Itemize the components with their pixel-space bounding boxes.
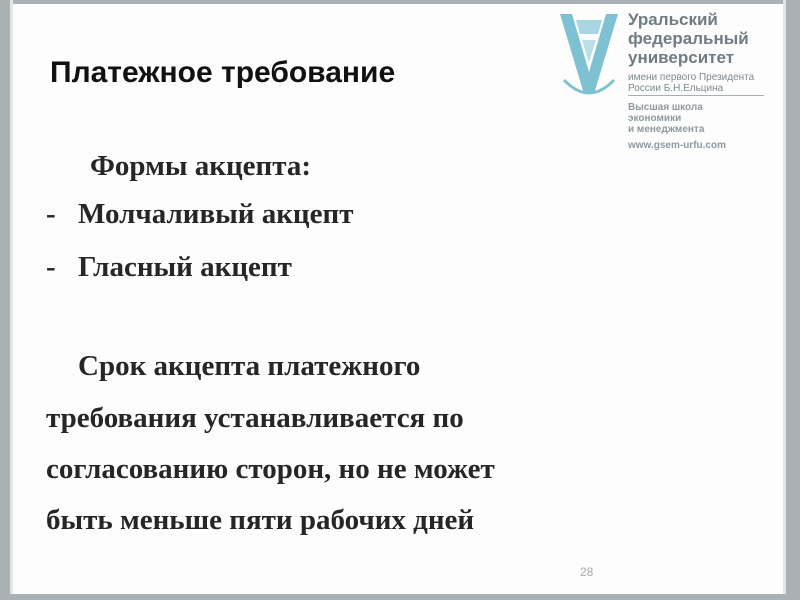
- logo-school-line: экономики: [628, 113, 682, 124]
- logo-school-line: Высшая школа: [628, 102, 703, 113]
- bullet-marker: -: [46, 198, 56, 230]
- paragraph-line: согласованию сторон, но не может: [46, 453, 495, 485]
- slide-title: Платежное требование: [50, 56, 396, 89]
- bullet-marker: -: [46, 251, 56, 283]
- slide-left-border-inner: [10, 0, 13, 600]
- logo-dedication: [628, 72, 754, 94]
- logo-dedication-line: имени первого Президента: [628, 72, 755, 83]
- acceptance-forms-heading: Формы акцепта:: [90, 150, 311, 182]
- logo-dedication-line: России Б.Н.Ельцина: [628, 83, 724, 94]
- university-logo: [558, 6, 773, 156]
- logo-school-name: [628, 102, 704, 135]
- logo-name-line: федеральный: [628, 29, 749, 48]
- slide-right-border: [786, 0, 800, 600]
- logo-divider: [628, 95, 764, 96]
- slide-left-border: [0, 0, 10, 600]
- bullet-text: Молчаливый акцепт: [78, 198, 354, 230]
- logo-name-line: университет: [628, 48, 735, 67]
- paragraph-line: Срок акцепта платежного: [78, 350, 421, 382]
- slide-top-border: [0, 0, 800, 4]
- paragraph-line: быть меньше пяти рабочих дней: [46, 504, 475, 536]
- logo-website-url: www.gsem-urfu.com: [628, 140, 726, 151]
- paragraph-line: требования устанавливается по: [46, 402, 464, 434]
- page-number: 28: [580, 565, 594, 579]
- bullet-text: Гласный акцепт: [78, 251, 292, 283]
- slide-bottom-border: [0, 594, 800, 600]
- logo-name-line: Уральский: [628, 10, 718, 29]
- logo-school-line: и менеджмента: [628, 124, 705, 135]
- logo-university-name: [628, 10, 749, 67]
- urfu-logo-mark-icon: [558, 10, 620, 102]
